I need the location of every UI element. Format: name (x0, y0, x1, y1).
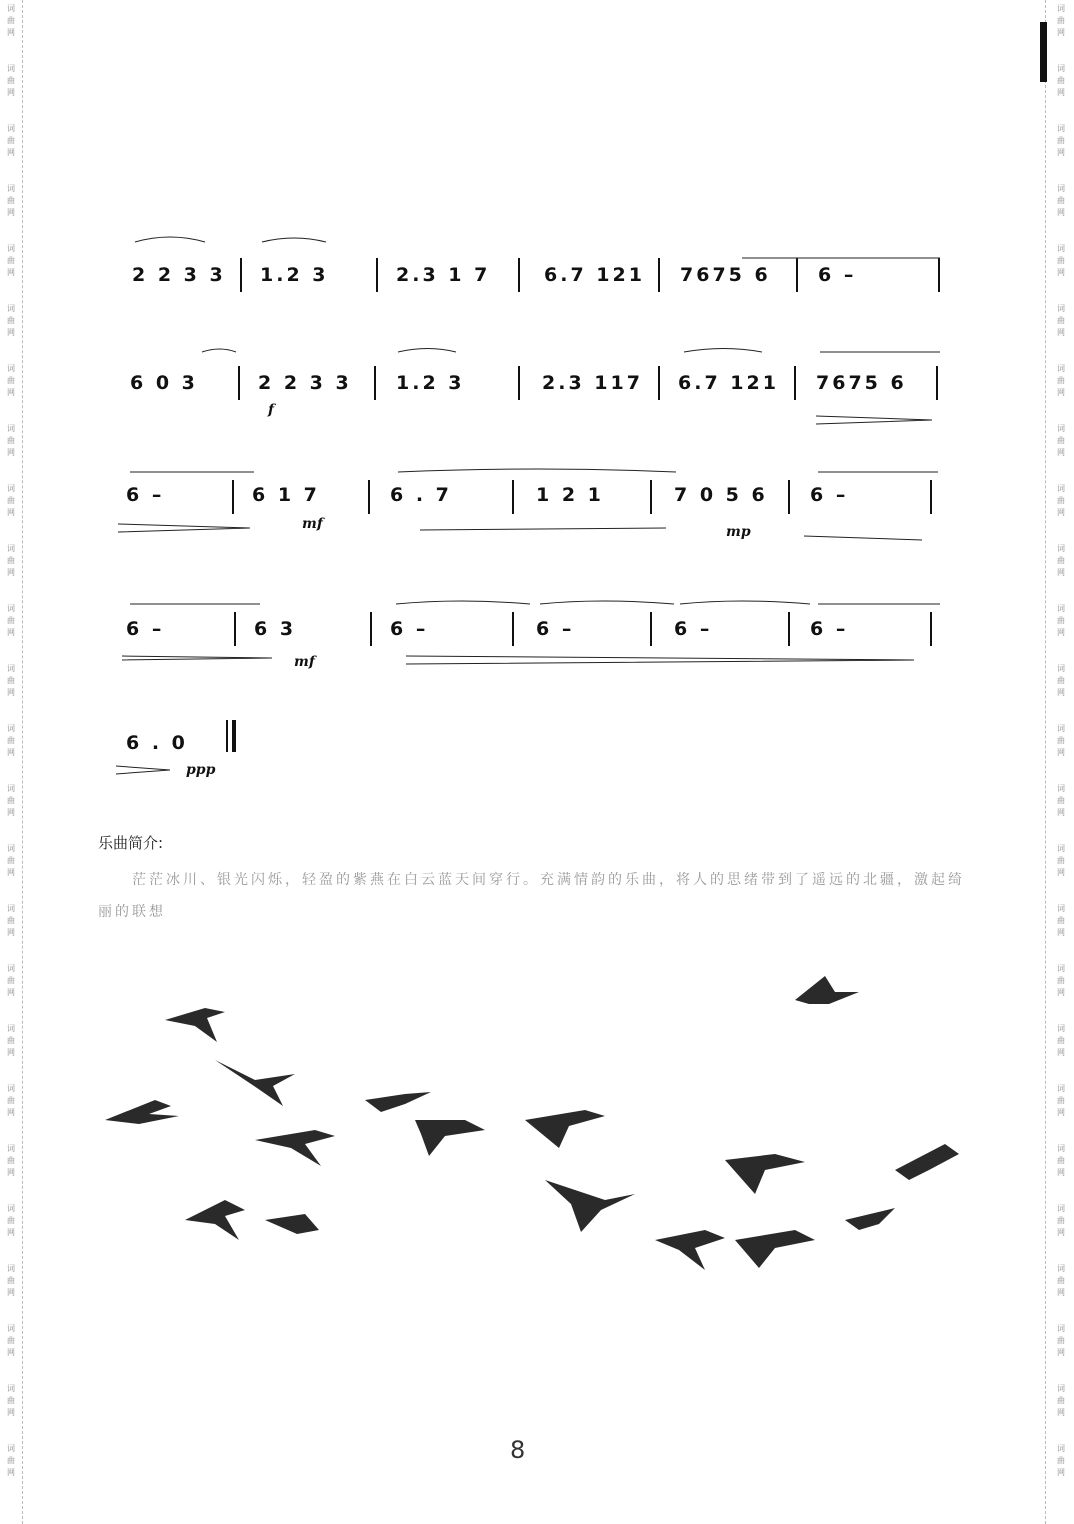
watermark-glyph: 词 (7, 964, 15, 973)
dynamic-mark: ppp (186, 762, 216, 778)
watermark-glyph: 网 (1057, 1048, 1065, 1057)
watermark-glyph: 词 (7, 184, 15, 193)
watermark-glyph: 曲 (1057, 196, 1065, 205)
watermark-glyph: 词 (7, 544, 15, 553)
intro-title: 乐曲简介: (98, 834, 164, 852)
watermark-glyph: 曲 (7, 1276, 15, 1285)
watermark-glyph: 网 (1057, 628, 1065, 637)
watermark-glyph: 网 (7, 88, 15, 97)
watermark-glyph: 曲 (1057, 16, 1065, 25)
watermark-glyph: 网 (7, 1048, 15, 1057)
watermark-glyph: 网 (7, 448, 15, 457)
watermark-glyph: 曲 (1057, 856, 1065, 865)
watermark-glyph: 曲 (7, 736, 15, 745)
watermark-glyph: 曲 (7, 556, 15, 565)
watermark-glyph: 网 (1057, 748, 1065, 757)
watermark-glyph: 曲 (7, 376, 15, 385)
score-measure: 6 – (674, 618, 713, 640)
watermark-glyph: 曲 (7, 196, 15, 205)
watermark-glyph: 曲 (7, 916, 15, 925)
watermark-glyph: 词 (7, 724, 15, 733)
score-measure: 6 – (810, 484, 849, 506)
watermark-glyph: 网 (7, 268, 15, 277)
watermark-glyph: 网 (7, 1228, 15, 1237)
score-measure: 6 1 7 (252, 484, 320, 506)
watermark-glyph: 曲 (1057, 1276, 1065, 1285)
watermark-glyph: 词 (1057, 1204, 1065, 1213)
watermark-glyph: 词 (7, 784, 15, 793)
score-measure: 7675 6 (816, 372, 907, 394)
score-measure: 2.3 117 (542, 372, 643, 394)
watermark-glyph: 网 (7, 988, 15, 997)
watermark-glyph: 网 (7, 1108, 15, 1117)
watermark-glyph: 曲 (1057, 1216, 1065, 1225)
watermark-glyph: 网 (7, 628, 15, 637)
watermark-glyph: 词 (7, 604, 15, 613)
score-measure: 6.7 121 (544, 264, 645, 286)
watermark-glyph: 网 (1057, 388, 1065, 397)
dynamic-mark: mf (294, 654, 315, 670)
watermark-glyph: 曲 (7, 316, 15, 325)
score-measure: 6 – (126, 618, 165, 640)
watermark-glyph: 曲 (7, 256, 15, 265)
watermark-glyph: 曲 (1057, 1456, 1065, 1465)
watermark-glyph: 曲 (7, 136, 15, 145)
watermark-glyph: 曲 (7, 856, 15, 865)
watermark-glyph: 词 (7, 1264, 15, 1273)
watermark-glyph: 词 (7, 1444, 15, 1453)
page-number: 8 (510, 1436, 526, 1464)
watermark-glyph: 网 (7, 1348, 15, 1357)
watermark-glyph: 曲 (1057, 1396, 1065, 1405)
watermark-glyph: 词 (7, 1204, 15, 1213)
score-measure: 6 – (536, 618, 575, 640)
watermark-glyph: 词 (1057, 64, 1065, 73)
watermark-glyph: 网 (7, 928, 15, 937)
watermark-glyph: 网 (1057, 1168, 1065, 1177)
score-measure: 2.3 1 7 (396, 264, 491, 286)
watermark-glyph: 曲 (7, 1456, 15, 1465)
watermark-glyph: 词 (1057, 964, 1065, 973)
watermark-glyph: 网 (7, 688, 15, 697)
watermark-glyph: 网 (1057, 808, 1065, 817)
watermark-glyph: 词 (7, 1384, 15, 1393)
watermark-glyph: 网 (1057, 988, 1065, 997)
watermark-glyph: 曲 (7, 796, 15, 805)
watermark-glyph: 曲 (1057, 976, 1065, 985)
watermark-glyph: 词 (7, 424, 15, 433)
watermark-glyph: 词 (1057, 844, 1065, 853)
watermark-glyph: 网 (7, 148, 15, 157)
watermark-glyph: 网 (1057, 208, 1065, 217)
watermark-glyph: 词 (1057, 4, 1065, 13)
watermark-glyph: 词 (7, 304, 15, 313)
watermark-glyph: 词 (7, 1144, 15, 1153)
watermark-glyph: 网 (7, 28, 15, 37)
score-measure: 6 – (818, 264, 857, 286)
score-measure: 2 2 3 3 (132, 264, 226, 286)
watermark-glyph: 词 (1057, 304, 1065, 313)
watermark-glyph: 曲 (7, 436, 15, 445)
watermark-glyph: 网 (1057, 568, 1065, 577)
watermark-glyph: 曲 (1057, 616, 1065, 625)
watermark-glyph: 网 (7, 208, 15, 217)
watermark-glyph: 曲 (7, 496, 15, 505)
watermark-glyph: 曲 (7, 16, 15, 25)
watermark-glyph: 词 (7, 364, 15, 373)
watermark-glyph: 网 (7, 1168, 15, 1177)
watermark-glyph: 网 (1057, 928, 1065, 937)
watermark-glyph: 曲 (1057, 436, 1065, 445)
watermark-glyph: 网 (7, 1288, 15, 1297)
watermark-glyph: 网 (7, 1408, 15, 1417)
watermark-glyph: 词 (1057, 724, 1065, 733)
watermark-glyph: 曲 (1057, 1096, 1065, 1105)
watermark-glyph: 词 (7, 124, 15, 133)
watermark-glyph: 曲 (7, 976, 15, 985)
watermark-glyph: 曲 (1057, 916, 1065, 925)
watermark-glyph: 词 (1057, 1444, 1065, 1453)
dynamic-mark: mf (302, 516, 323, 532)
watermark-glyph: 网 (7, 508, 15, 517)
watermark-glyph: 曲 (7, 616, 15, 625)
watermark-glyph: 词 (7, 1024, 15, 1033)
watermark-glyph: 网 (1057, 1348, 1065, 1357)
watermark-glyph: 曲 (7, 76, 15, 85)
watermark-glyph: 曲 (1057, 736, 1065, 745)
watermark-glyph: 网 (7, 748, 15, 757)
watermark-glyph: 词 (1057, 244, 1065, 253)
watermark-glyph: 词 (1057, 1024, 1065, 1033)
score-measure: 6 – (390, 618, 429, 640)
score-measure: 6 0 3 (130, 372, 198, 394)
watermark-glyph: 词 (1057, 784, 1065, 793)
score-measure: 2 2 3 3 (258, 372, 352, 394)
watermark-glyph: 词 (1057, 1324, 1065, 1333)
watermark-glyph: 网 (1057, 88, 1065, 97)
score-measure: 6 – (126, 484, 165, 506)
watermark-glyph: 词 (7, 484, 15, 493)
watermark-glyph: 词 (1057, 184, 1065, 193)
watermark-glyph: 网 (1057, 1228, 1065, 1237)
watermark-glyph: 曲 (1057, 376, 1065, 385)
watermark-glyph: 词 (1057, 484, 1065, 493)
watermark-glyph: 网 (7, 568, 15, 577)
score-measure: 1.2 3 (396, 372, 465, 394)
watermark-glyph: 曲 (1057, 796, 1065, 805)
watermark-glyph: 网 (1057, 448, 1065, 457)
watermark-glyph: 网 (1057, 868, 1065, 877)
dynamic-mark: mp (726, 524, 751, 540)
watermark-glyph: 曲 (1057, 316, 1065, 325)
watermark-glyph: 词 (1057, 1264, 1065, 1273)
watermark-glyph: 网 (1057, 1468, 1065, 1477)
watermark-glyph: 网 (7, 808, 15, 817)
watermark-glyph: 词 (1057, 604, 1065, 613)
score-measure: 1 2 1 (536, 484, 604, 506)
score-measure: 6 – (810, 618, 849, 640)
watermark-glyph: 网 (1057, 508, 1065, 517)
watermark-glyph: 网 (1057, 268, 1065, 277)
watermark-glyph: 词 (7, 4, 15, 13)
score-measure: 6 . 7 (390, 484, 452, 506)
watermark-glyph: 曲 (1057, 496, 1065, 505)
watermark-glyph: 词 (7, 64, 15, 73)
watermark-glyph: 词 (1057, 124, 1065, 133)
watermark-glyph: 网 (1057, 1288, 1065, 1297)
watermark-glyph: 网 (7, 328, 15, 337)
watermark-glyph: 词 (7, 844, 15, 853)
watermark-glyph: 曲 (1057, 556, 1065, 565)
watermark-glyph: 曲 (7, 1156, 15, 1165)
watermark-glyph: 曲 (1057, 256, 1065, 265)
watermark-glyph: 网 (1057, 1108, 1065, 1117)
watermark-glyph: 曲 (7, 1216, 15, 1225)
watermark-glyph: 词 (1057, 544, 1065, 553)
watermark-glyph: 曲 (1057, 1036, 1065, 1045)
score-measure: 7675 6 (680, 264, 771, 286)
watermark-glyph: 网 (1057, 328, 1065, 337)
watermark-glyph: 词 (1057, 1144, 1065, 1153)
watermark-glyph: 词 (1057, 904, 1065, 913)
flying-geese-illustration (95, 940, 975, 1360)
watermark-glyph: 曲 (7, 676, 15, 685)
watermark-glyph: 词 (1057, 1084, 1065, 1093)
watermark-glyph: 曲 (1057, 136, 1065, 145)
watermark-glyph: 曲 (7, 1096, 15, 1105)
watermark-glyph: 词 (1057, 364, 1065, 373)
watermark-glyph: 网 (1057, 1408, 1065, 1417)
watermark-glyph: 词 (1057, 424, 1065, 433)
watermark-glyph: 网 (1057, 688, 1065, 697)
watermark-glyph: 曲 (7, 1036, 15, 1045)
watermark-glyph: 词 (7, 1084, 15, 1093)
watermark-glyph: 词 (7, 904, 15, 913)
watermark-glyph: 曲 (1057, 676, 1065, 685)
dynamic-mark: f (268, 402, 275, 418)
score-measure: 6.7 121 (678, 372, 779, 394)
watermark-glyph: 曲 (1057, 1156, 1065, 1165)
intro-body: 茫茫冰川、银光闪烁，轻盈的紫燕在白云蓝天间穿行。充满情韵的乐曲，将人的思绪带到了遥远的北疆，激起绮丽的联想 (98, 872, 965, 920)
watermark-glyph: 词 (1057, 664, 1065, 673)
watermark-glyph: 曲 (1057, 76, 1065, 85)
watermark-glyph: 网 (7, 388, 15, 397)
watermark-glyph: 网 (7, 868, 15, 877)
watermark-glyph: 词 (7, 1324, 15, 1333)
watermark-glyph: 网 (1057, 28, 1065, 37)
score-measure: 6 3 (254, 618, 297, 640)
score-measure: 1.2 3 (260, 264, 329, 286)
score-measure: 6 . 0 (126, 732, 188, 754)
watermark-glyph: 词 (7, 244, 15, 253)
watermark-glyph: 网 (1057, 148, 1065, 157)
score-measure: 7 0 5 6 (674, 484, 768, 506)
watermark-glyph: 词 (1057, 1384, 1065, 1393)
watermark-glyph: 词 (7, 664, 15, 673)
watermark-glyph: 曲 (1057, 1336, 1065, 1345)
watermark-glyph: 网 (7, 1468, 15, 1477)
watermark-glyph: 曲 (7, 1396, 15, 1405)
watermark-glyph: 曲 (7, 1336, 15, 1345)
